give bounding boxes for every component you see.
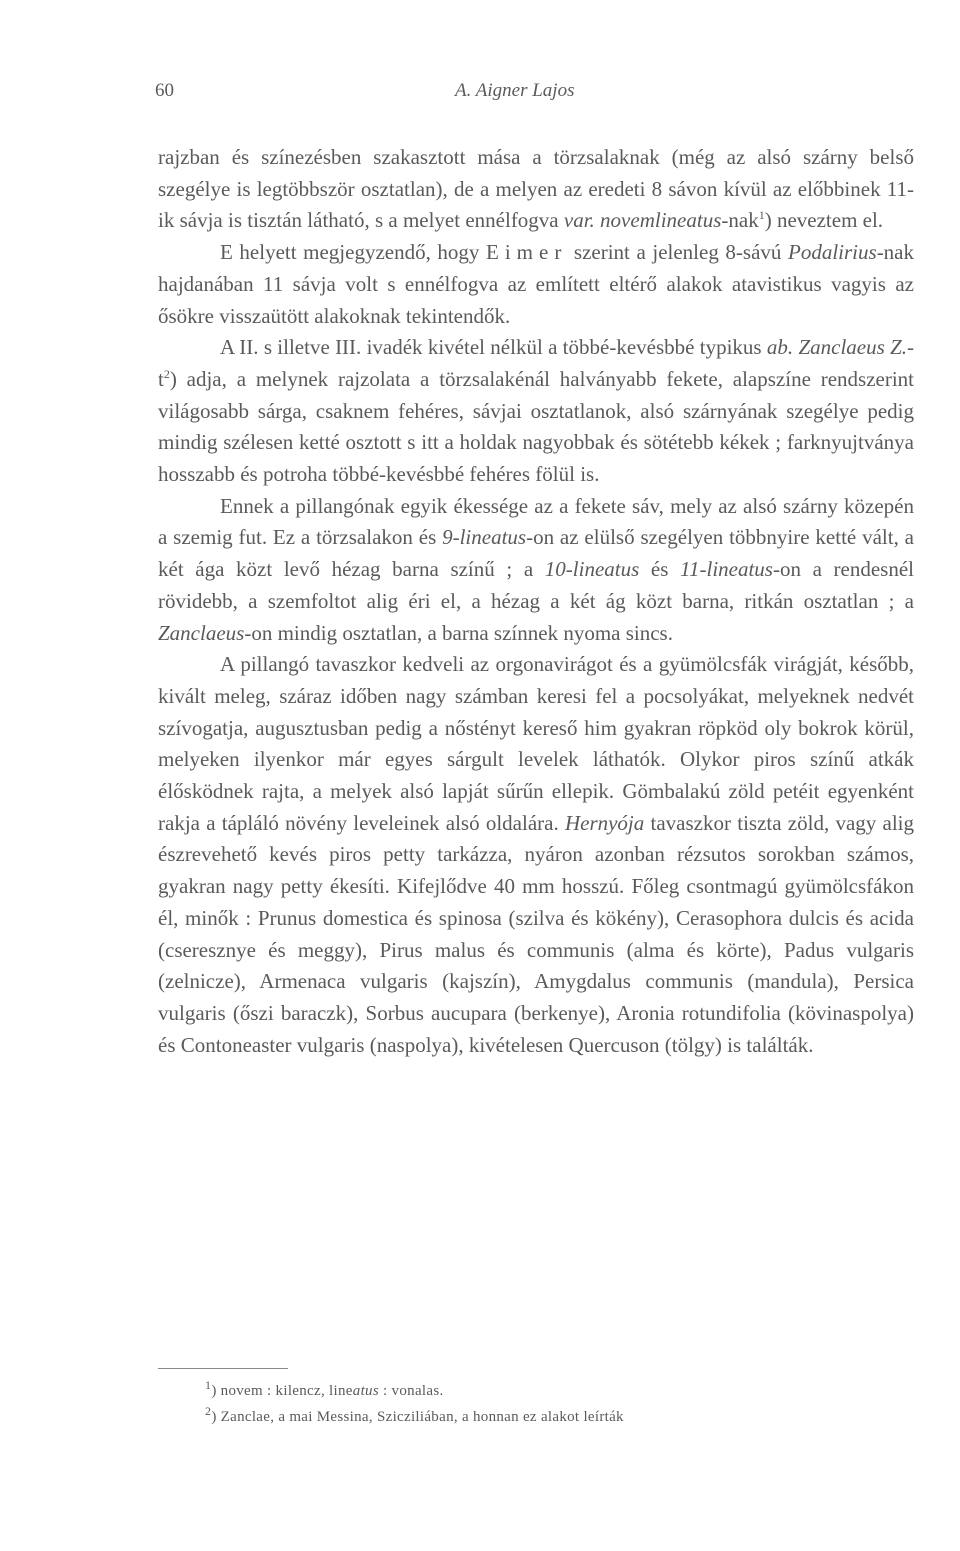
text-run: A pillangó tavaszkor kedveli az orgonavirágot és a gyümölcsfák virágját, később, kivált meleg, száraz időben nagy számban keresi fel a pocsolyákat, melyeknek nedvét szívogatja, augusztusban pedig a nőstényt kereső him gyakran röpköd oly bokrok körül, melyeken ilyenkor már egyes sárgult levelek láthatók. Olykor piros színű atkák élősködnek rajta, a melyek alsó lapját sűrűn ellepik. Gömbalakú zöld petéit egyenként rakja a tápláló növény leveleinek alsó oldalára. — [158, 652, 914, 835]
page-number: 60 — [155, 80, 174, 101]
footnote — [205, 1378, 915, 1404]
italic-text: 9-lineatus — [442, 525, 527, 550]
body-text — [158, 142, 914, 1061]
italic-text: 11-lineatus — [680, 557, 773, 582]
italic-text: ab. Zanclaeus Z. — [766, 335, 907, 360]
text-run: -on mindig osztatlan, a barna színnek nyoma sincs. — [244, 620, 673, 645]
text-run: -on a rendesnél rövidebb, a szemfoltot alig éri el, a hézag a két ág közt barna, ritkán osztatlan ; a — [158, 557, 915, 613]
text-run: A II. s illetve III. ivadék kivétel nélkül a többé-kevésbbé typikus — [220, 335, 767, 360]
text-run: -t — [158, 335, 914, 391]
footnote — [205, 1404, 915, 1430]
running-head: A. Aigner Lajos — [455, 80, 575, 101]
footnote-mark: 2 — [205, 1404, 212, 1418]
footnote-ref: 2 — [163, 366, 170, 381]
text-run: ) adja, a melynek rajzolata a törzsalakénál halványabb fekete, alapszíne rendszerint világosabb sárga, csaknem fehéres, sávjai osztatlanok, alsó szárnyának szegélye pedig mindig szélesen ketté osztott s itt a holdak nagyobbak és sötétebb kékek ; farknyujtványa hosszabb és potroha többé-kevésbbé fehéres fölül is. — [158, 366, 914, 487]
italic-text: Hernyója — [564, 810, 645, 835]
paragraph — [158, 142, 914, 237]
paragraph — [158, 649, 914, 1061]
italic-text: Zanclaeus — [158, 620, 245, 645]
italic-text: 10-lineatus — [544, 557, 640, 582]
text-run: ) Zanclae, a mai Messina, Szicziliában, a honnan ez alakot leírták — [211, 1409, 624, 1425]
text-run: -on az elülső szegélyen többnyire ketté vált, a két ága közt levő hézag barna színű ; a — [158, 525, 914, 582]
italic-text: Podalirius — [788, 240, 877, 265]
text-run: -nak — [721, 208, 759, 233]
text-run: ) neveztem el. — [764, 208, 884, 233]
paragraph — [158, 237, 914, 332]
text-run: szerint a jelenleg 8-sávú — [567, 240, 788, 265]
italic-text: var. novemlineatus — [563, 208, 722, 233]
text-run: E helyett megjegyzendő, hogy — [220, 240, 487, 265]
page-header — [155, 80, 915, 108]
footnotes — [205, 1378, 915, 1430]
text-run: -nak hajdanában 11 sávja volt s ennélfogva az említett eltérő alakok atavistikus vagyis az ősökre visszaütött alakoknak tekintendők. — [158, 240, 915, 328]
spaced-name: Eimer — [486, 240, 568, 265]
text-run: ) novem : kilencz, line — [211, 1383, 353, 1399]
text-run: : vonalas. — [378, 1383, 444, 1399]
footnote-rule — [158, 1368, 288, 1369]
text-run: tavaszkor tiszta zöld, vagy alig észrevehető kevés piros petty tarkázza, nyáron azonban rézsutos sorokban számos, gyakran nagy petty ékesíti. Kifejlődve 40 mm hosszú. Főleg csontmagú gyümölcsfákon él, minők : Prunus domestica és spinosa (szilva és kökény), Cerasophora dulcis és acida (cseresznye és meggy), Pirus malus és communis (alma és körte), Padus vulgaris (zelnicze), Armenaca vulgaris (kajszín), Amygdalus communis (mandula), Persica vulgaris (őszi baraczk), Sorbus aucupara (berkenye), Aronia rotundifolia (kövinaspolya) és Contoneaster vulgaris (naspolya), kivételesen Quercuson (tölgy) is találták. — [158, 810, 914, 1057]
paragraph — [158, 491, 914, 650]
paragraph — [158, 332, 914, 491]
text-run: rajzban és színezésben szakasztott mása a törzsalaknak (még az alsó szárny belső szegélye is legtöbbször osztatlan), de a melyen az eredeti 8 sávon kívül az előbbinek 11-ik sávja is tisztán látható, s a melyet ennélfogva — [158, 145, 914, 233]
text-run: és — [639, 557, 681, 582]
footnote-mark: 1 — [205, 1378, 212, 1392]
italic-text: atus — [352, 1383, 379, 1399]
text-run: Ennek a pillangónak egyik ékessége az a fekete sáv, mely az alsó szárny közepén a szemig fut. Ez a törzsalakon és — [158, 493, 914, 550]
footnote-ref: 1 — [758, 208, 765, 223]
